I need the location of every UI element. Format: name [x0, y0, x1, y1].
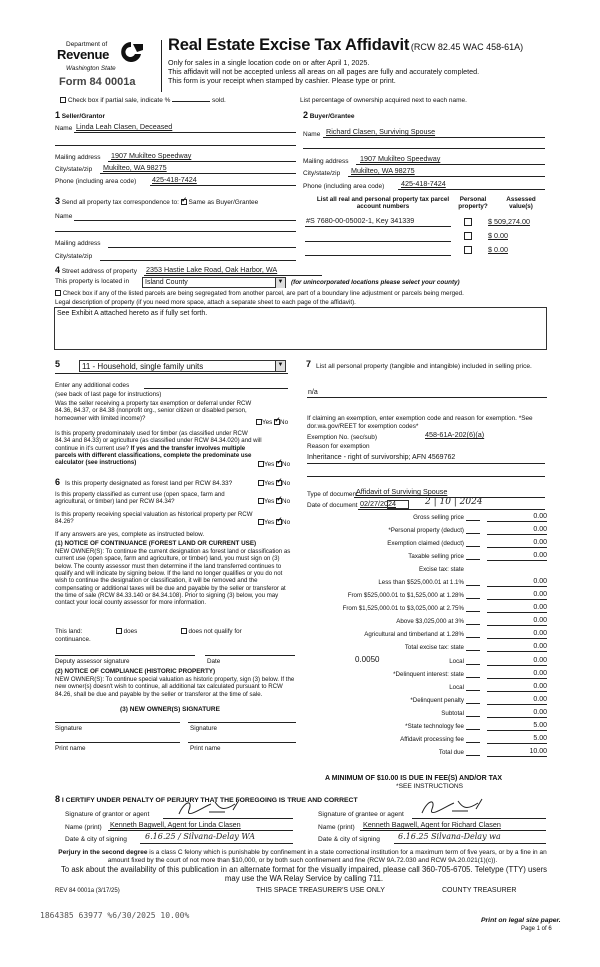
does-not-label: does not qualify for	[188, 628, 242, 635]
section3-mailing-label: Mailing address	[55, 240, 101, 247]
section3-city-line[interactable]	[100, 260, 296, 261]
grantee-date[interactable]: 6.16.25 Silvana-Delay wa	[398, 832, 501, 841]
grantee-signature-icon	[418, 797, 498, 817]
header-divider	[161, 40, 162, 92]
legal-description: See Exhibit A attached hereto as if fully set forth.	[57, 310, 208, 317]
parcel-col2: Personal property?	[458, 196, 488, 211]
owner-print-label-1: Print name	[55, 745, 86, 752]
reason-line	[307, 463, 545, 464]
section3-mailing-line[interactable]	[108, 247, 296, 248]
deputy-date-line[interactable]	[205, 655, 295, 656]
seller-mailing-label: Mailing address	[55, 154, 101, 161]
owner-sig-label-1: Signature	[55, 725, 82, 732]
q6b-yes-label: Yes	[264, 498, 275, 505]
tax-row-value[interactable]: 0.00	[487, 513, 547, 522]
grantee-date-label: Date & city of signing	[318, 836, 380, 843]
section4-street	[55, 265, 137, 275]
doc-type-label: Type of document	[307, 491, 358, 498]
treasurer-only: THIS SPACE TREASURER'S USE ONLY	[256, 887, 385, 894]
tax-row-value[interactable]: 0.00	[487, 683, 547, 692]
tax-row-value[interactable]: 0.00	[487, 709, 547, 718]
section5-line	[55, 373, 288, 374]
buyer-phone[interactable]: 425-418-7424	[401, 179, 446, 188]
tax-row-value[interactable]: 0.00	[487, 617, 547, 626]
exemption-no[interactable]: 458-61A-202(6)(a)	[425, 430, 485, 439]
q6b-yes-no	[258, 498, 290, 505]
grantee-name-line	[360, 830, 546, 831]
buyer-mailing-line	[356, 164, 545, 165]
seller-city[interactable]: Mukilteo, WA 98275	[103, 163, 167, 172]
tax-row-label: Gross selling price	[413, 514, 464, 521]
timber-question	[55, 430, 263, 467]
segregated-checkbox[interactable]	[55, 290, 61, 296]
reason-line-2	[307, 476, 545, 477]
continuance-label: continuance.	[55, 636, 91, 643]
timber-question-bold: If yes and the transfer involves multiple parcels with different classifications, complete the predominate use calculator (see instructions)	[55, 444, 252, 467]
buyer-city-line	[348, 176, 545, 177]
deputy-sig-line[interactable]	[55, 655, 195, 656]
q1-no-label: No	[280, 419, 289, 426]
grantee-date-line	[394, 843, 546, 844]
buyer-heading	[303, 110, 354, 121]
title-citation: (RCW 82.45 WAC 458-61A)	[410, 42, 524, 52]
tax-row-value[interactable]: 5.00	[487, 735, 547, 744]
doc-type[interactable]: Affidavit of Surviving Spouse	[356, 487, 448, 496]
chevron-down-icon[interactable]: ▼	[275, 278, 285, 288]
q6b-no-label: No	[282, 498, 291, 505]
personal-property-checkbox-3[interactable]	[464, 246, 472, 254]
tax-row-label: Total excise tax: state	[404, 644, 464, 651]
grantee-name-label: Name (print)	[318, 824, 355, 831]
tax-row-value[interactable]: 0.00	[487, 604, 547, 613]
forest-question: Is this property designated as forest land per RCW 84.33?	[65, 480, 233, 487]
buyer-name-line	[323, 137, 545, 138]
buyer-city[interactable]: Mukilteo, WA 98275	[351, 166, 415, 175]
does-label: does	[123, 628, 138, 635]
q2-no-label: No	[282, 461, 291, 468]
deputy-sig-label: Deputy assessor signature	[55, 658, 130, 665]
section4-num: 4	[55, 265, 61, 275]
legal-description-box[interactable]	[54, 307, 547, 350]
grantor-name[interactable]: Kenneth Bagwell, Agent for Linda Clasen	[110, 820, 241, 829]
section3-label: Send all property tax correspondence to:	[61, 199, 179, 206]
section3-name-label: Name	[55, 213, 73, 220]
tax-row-leader	[466, 520, 480, 521]
q6b-no-checkbox[interactable]	[276, 498, 282, 504]
county-treasurer: COUNTY TREASURER	[442, 887, 517, 894]
title-text: Real Estate Excise Tax Affidavit	[168, 36, 410, 54]
q6a-no-label: No	[282, 480, 291, 487]
perjury-text: is a class C felony which is punishable by confinement in a state correctional institution for a maximum term of five years, or by a fine in an amount fixed by the court of not more than $10,000, or by both such confinement and fine (RCW 9A.72.030 and RCW 9A.20.021(1)(c)).	[107, 849, 547, 864]
street-label: Street address of property	[61, 268, 137, 275]
revenue-logo-icon	[117, 40, 145, 64]
new-owner-sig-title: (3) NEW OWNER(S) SIGNATURE	[120, 706, 220, 713]
tax-row-value[interactable]: 10.00	[487, 748, 547, 757]
buyer-city-label: City/state/zip	[303, 170, 341, 177]
tax-row-value[interactable]: 0.00	[487, 526, 547, 535]
tax-row-value[interactable]: 0.00	[487, 539, 547, 548]
q6c-yes-label: Yes	[264, 519, 275, 526]
grantor-date-label: Date & city of signing	[65, 836, 127, 843]
tax-row-leader	[466, 637, 480, 638]
tax-row-leader	[466, 585, 480, 586]
tax-row-leader	[466, 533, 480, 534]
dept-line3: Washington State	[66, 65, 116, 72]
located-label: This property is located in	[55, 278, 130, 285]
this-land-label: This land:	[55, 628, 83, 635]
assessed-value-1[interactable]: $ 509,274.00	[488, 217, 530, 226]
section5-num: 5	[55, 359, 61, 369]
q6c-no-label: No	[282, 519, 291, 526]
legal-label: Legal description of property (if you need more space, attach a separate sheet to each page of the affidavit).	[55, 299, 356, 306]
tax-row-leader	[466, 690, 480, 691]
header-line2: This affidavit will not be accepted unless all areas on all pages are fully and accurately completed.	[168, 67, 480, 76]
seller-name-line	[74, 132, 296, 133]
tax-row-leader	[466, 559, 480, 560]
county-value: Island County	[145, 279, 188, 286]
owner-sig-label-2: Signature	[190, 725, 217, 732]
ownership-note: List percentage of ownership acquired next to each name.	[300, 97, 467, 104]
tax-row-label: Exemption claimed (deduct)	[387, 540, 464, 547]
tax-row-value[interactable]: 0.00	[487, 670, 547, 679]
seller-heading	[55, 110, 105, 121]
tax-row-label: Taxable selling price	[408, 553, 464, 560]
timber-question-text: Is this property predominately used for timber (as classified under RCW 84.34 and 84.33) or agriculture (as classified under RCW 84.34.020) and will continue in it's current use?	[55, 430, 262, 452]
receipt-stamp: 1864385 63977 %6/30/2025 10.00%	[40, 911, 190, 920]
tax-row-label: *State technology fee	[405, 723, 464, 730]
does-not-checkbox[interactable]	[181, 628, 187, 634]
legal-paper-note: Print on legal size paper.	[481, 917, 561, 924]
section3-name-line[interactable]	[74, 220, 296, 221]
exemption-no-label: Exemption No. (sec/sub)	[307, 434, 377, 441]
personal-property-line	[307, 397, 547, 398]
tax-row-value[interactable]: 0.00	[487, 696, 547, 705]
parcel-col3: Assessed value(s)	[506, 196, 536, 211]
tax-row-leader	[466, 742, 480, 743]
parcel-line-2[interactable]	[305, 241, 451, 242]
grantor-name-label: Name (print)	[65, 824, 102, 831]
buyer-mailing[interactable]: 1907 Mukilteo Speedway	[360, 154, 441, 163]
tax-row-label: Subtotal	[441, 710, 464, 717]
assessed-value-3[interactable]: $ 0.00	[488, 245, 508, 254]
tax-row-label: *Delinquent interest: state	[393, 671, 464, 678]
parcel-col1: List all real and personal property tax parcel account numbers	[316, 196, 450, 211]
reason-value[interactable]: Inheritance - right of survivorship; AFN 4569762	[307, 454, 456, 461]
grantor-signature-icon	[175, 798, 255, 818]
seller-heading-text: Seller/Grantor	[61, 113, 106, 120]
tax-row-label: *Personal property (deduct)	[388, 527, 464, 534]
buyer-heading-text: Buyer/Grantee	[309, 113, 355, 120]
dor-logo	[54, 38, 154, 98]
chevron-down-icon[interactable]: ▼	[275, 361, 285, 371]
seller-phone-label: Phone (including area code)	[55, 178, 137, 185]
tax-row-label: From $1,525,000.01 to $3,025,000 at 2.75%	[342, 605, 464, 612]
tax-row-leader	[466, 664, 480, 665]
tax-row-leader	[466, 650, 480, 651]
header-line1: Only for sales in a single location code on or after April 1, 2025.	[168, 58, 370, 67]
street-line	[144, 275, 322, 276]
exemption-question: Was the seller receiving a property tax exemption or deferral under RCW 84.36, 84.37, or 84.38 (nonprofit org., senior citizen or disabled person, homeowner with limited income)?	[55, 400, 252, 422]
tax-row-leader	[466, 716, 480, 717]
tax-row-label: Above $3,025,000 at 3%	[396, 618, 464, 625]
seller-phone-line	[150, 185, 296, 186]
doc-date[interactable]: 02/27/2024	[360, 499, 396, 508]
tax-row-label: Affidavit processing fee	[400, 736, 464, 743]
notice1-body: NEW OWNER(S): To continue the current designation as forest land or classification as current use (open space, farm and agriculture, or timber) land, you must sign on (3) below. The county assessor must then determine if the land transferred continues to qualify and will indicate by signing below. If the land no longer qualifies or you do not wish to continue the designation or classification, it will be removed and the compensating or additional taxes will be due and payable by the seller or transferor at the time of sale (RCW 84.33.140 or 84.34.108). Prior to signing (3) below, you may contact your local county assessor for more information.	[55, 548, 291, 607]
additional-codes-line[interactable]	[144, 388, 288, 389]
doc-date-label: Date of document	[307, 502, 358, 509]
see-list: (see back of last page for instructions)	[55, 391, 162, 398]
q6a-yes-no	[258, 480, 290, 487]
notice2-title: (2) NOTICE OF COMPLIANCE (HISTORIC PROPERTY)	[55, 668, 216, 675]
owner-sig-line-2[interactable]	[188, 722, 296, 723]
tax-row-label: From $525,000.01 to $1,525,000 at 1.28%	[347, 592, 464, 599]
same-as-buyer-label: Same as Buyer/Grantee	[188, 199, 259, 206]
page-number: Page 1 of 6	[521, 926, 552, 932]
personal-property-checkbox-1[interactable]	[464, 218, 472, 226]
tax-row-value[interactable]: 0.00	[487, 552, 547, 561]
grantee-name[interactable]: Kenneth Bagwell, Agent for Richard Clasen	[363, 820, 501, 829]
parcel-number-1[interactable]: #S 7680-00-05002-1, Key 341339	[306, 216, 415, 225]
seller-city-line	[100, 173, 296, 174]
this-land-row	[55, 628, 242, 635]
grantor-sig-line[interactable]	[163, 818, 293, 819]
q2-yes-no	[258, 461, 290, 468]
grantor-sig-label: Signature of grantor or agent	[65, 811, 150, 818]
grantor-name-line	[108, 830, 293, 831]
minimum-note: A MINIMUM OF $10.00 IS DUE IN FEE(S) AND/OR TAX	[325, 775, 503, 782]
section6-num: 6	[55, 477, 61, 487]
reason-label: Reason for exemption	[307, 443, 370, 450]
notice1-title: (1) NOTICE OF CONTINUANCE (FOREST LAND OR CURRENT USE)	[55, 540, 257, 547]
grantee-sig-line[interactable]	[412, 818, 546, 819]
historic-question: Is this property receiving special valuation as historical property per RCW 84.26?	[55, 511, 253, 526]
seller-num: 1	[55, 110, 61, 120]
segregated-row	[55, 290, 464, 297]
q6a-yes-label: Yes	[264, 480, 275, 487]
owner-sig-line-1[interactable]	[55, 722, 180, 723]
buyer-name-label: Name	[303, 131, 321, 138]
current-use-question: Is this property classified as current use (open space, farm and agricultural, or timber) land per RCW 84.34?	[55, 491, 225, 506]
parcel-line-3[interactable]	[305, 255, 451, 256]
tax-row-label: *Delinquent penalty	[410, 697, 464, 704]
doc-date-line	[358, 509, 545, 510]
tax-row-leader	[466, 755, 480, 756]
section3-city-label: City/state/zip	[55, 253, 93, 260]
seller-mailing-line	[108, 161, 296, 162]
q2-no-checkbox[interactable]	[276, 461, 282, 467]
grantee-sig-label: Signature of grantee or agent	[318, 811, 404, 818]
dept-line1: Department of	[66, 41, 108, 48]
seller-name-label: Name	[55, 125, 73, 132]
perjury-bold: Perjury in the second degree	[58, 849, 148, 856]
tax-row-value[interactable]: 5.00	[487, 722, 547, 731]
unincorporated-note: (for unincorporated locations please select your county)	[291, 279, 460, 286]
local-rate[interactable]: 0.0050	[355, 655, 380, 664]
tax-row-value[interactable]: 0.00	[487, 630, 547, 639]
personal-property-value[interactable]: n/a	[308, 389, 318, 396]
owner-print-line-2[interactable]	[188, 742, 296, 743]
tax-row-value[interactable]: 0.00	[487, 578, 547, 587]
buyer-name[interactable]: Richard Clasen, Surviving Spouse	[326, 127, 436, 136]
tax-row-leader	[466, 729, 480, 730]
q2-yes-label: Yes	[264, 461, 275, 468]
grantor-date[interactable]: 6.16.25 / Silvana-Delay WA	[145, 832, 255, 841]
county-select[interactable]	[142, 277, 286, 288]
q1-yes-no	[256, 419, 288, 426]
doc-date-correction-box	[387, 500, 409, 509]
parcel-line-1	[305, 226, 451, 227]
notice2-body: NEW OWNER(S): To continue special valuation as historic property, sign (3) below. If the new owner(s) doesn't wish to continue, all additional tax calculated pursuant to RCW 84.26, shall be due and payable by the seller or transferor at the time of sale.	[55, 676, 295, 698]
seller-mailing[interactable]: 1907 Mukilteo Speedway	[111, 151, 192, 160]
partial-percent-field[interactable]	[172, 101, 210, 102]
segregated-label: Check box if any of the listed parcels are being segregated from another parcel, are part of a boundary line adjustment or parcels being merged.	[62, 290, 464, 297]
header-line3: This form is your receipt when stamped by cashier. Please type or print.	[168, 76, 396, 85]
owner-print-line-1[interactable]	[55, 742, 180, 743]
tax-row-label: Local	[449, 658, 464, 665]
if-yes-note: If any answers are yes, complete as instructed below.	[55, 531, 205, 538]
alt-format-note: To ask about the availability of this publication in an alternate format for the visually impaired, please call 360-705-6705. Teletype (TTY) users may use the WA Relay Service by calling 711.	[60, 865, 548, 883]
buyer-num: 2	[303, 110, 309, 120]
q1-yes-label: Yes	[262, 419, 273, 426]
tax-row-label: Agricultural and timberland at 1.28%	[364, 631, 464, 638]
tax-row-leader	[466, 624, 480, 625]
use-code-select[interactable]	[79, 360, 286, 372]
perjury-note	[55, 849, 550, 865]
dept-line2: Revenue	[57, 47, 110, 62]
rev-number: REV 84 0001a (3/17/25)	[55, 888, 120, 894]
section8-num: 8	[55, 794, 61, 804]
personal-property-label: List all personal property (tangible and intangible) included in selling price.	[316, 363, 532, 370]
personal-property-checkbox-2[interactable]	[464, 232, 472, 240]
partial-sold-label: sold.	[212, 97, 226, 104]
does-checkbox[interactable]	[116, 628, 122, 634]
tax-row-label: Less than $525,000.01 at 1.1%	[378, 579, 464, 586]
same-as-buyer-checkbox[interactable]	[181, 199, 187, 205]
partial-sale-label: Check box if partial sale, indicate %	[67, 97, 171, 104]
section3-heading	[55, 196, 258, 206]
assessed-value-2[interactable]: $ 0.00	[488, 231, 508, 240]
q6c-no-checkbox[interactable]	[276, 519, 282, 525]
seller-name[interactable]: Linda Leah Clasen, Deceased	[76, 122, 173, 131]
buyer-name-line2	[303, 148, 545, 149]
partial-sale	[60, 97, 226, 104]
tax-row-leader	[466, 546, 480, 547]
section7-num: 7	[306, 359, 312, 369]
tax-row-leader	[466, 677, 480, 678]
owner-print-label-2: Print name	[190, 745, 221, 752]
q1-no-checkbox[interactable]	[274, 419, 280, 425]
tax-row-label: Local	[449, 684, 464, 691]
tax-row-value[interactable]: 0.00	[487, 591, 547, 600]
partial-sale-checkbox[interactable]	[60, 97, 66, 103]
buyer-mailing-label: Mailing address	[303, 158, 349, 165]
tax-row-leader	[466, 611, 480, 612]
exemption-label: If claiming an exemption, enter exemption code and reason for exemption. *See dor.wa.gov/REET for exemption codes*	[307, 415, 533, 430]
tax-row-leader	[466, 598, 480, 599]
doc-date-handwritten: 2 | 10 | 2024	[425, 497, 483, 507]
buyer-phone-line	[398, 189, 545, 190]
tax-row-value[interactable]: 0.00	[487, 643, 547, 652]
seller-phone[interactable]: 425-418-7424	[152, 175, 197, 184]
property-street[interactable]: 2353 Hastie Lake Road, Oak Harbor, WA	[146, 265, 278, 274]
grantor-date-line	[140, 843, 293, 844]
q6a-no-checkbox[interactable]	[276, 480, 282, 486]
section3-num: 3	[55, 196, 61, 206]
tax-row-label: Excise tax: state	[418, 566, 464, 573]
seller-name-line2	[55, 145, 296, 146]
tax-row-leader	[466, 703, 480, 704]
deputy-date-label: Date	[207, 658, 221, 665]
tax-row-label: Total due	[438, 749, 464, 756]
additional-codes-label: Enter any additional codes	[55, 382, 130, 389]
form-number: Form 84 0001a	[59, 76, 136, 88]
tax-row-value[interactable]: 0.00	[487, 657, 547, 666]
section3-name-line2[interactable]	[55, 231, 296, 232]
buyer-phone-label: Phone (including area code)	[303, 183, 385, 190]
certify-text: I CERTIFY UNDER PENALTY OF PERJURY THAT THE FOREGOING IS TRUE AND CORRECT	[61, 797, 358, 804]
see-instructions: *SEE INSTRUCTIONS	[396, 783, 464, 790]
seller-city-label: City/state/zip	[55, 166, 93, 173]
use-code-value: 11 - Household, single family units	[82, 362, 204, 371]
form-title	[168, 36, 523, 55]
